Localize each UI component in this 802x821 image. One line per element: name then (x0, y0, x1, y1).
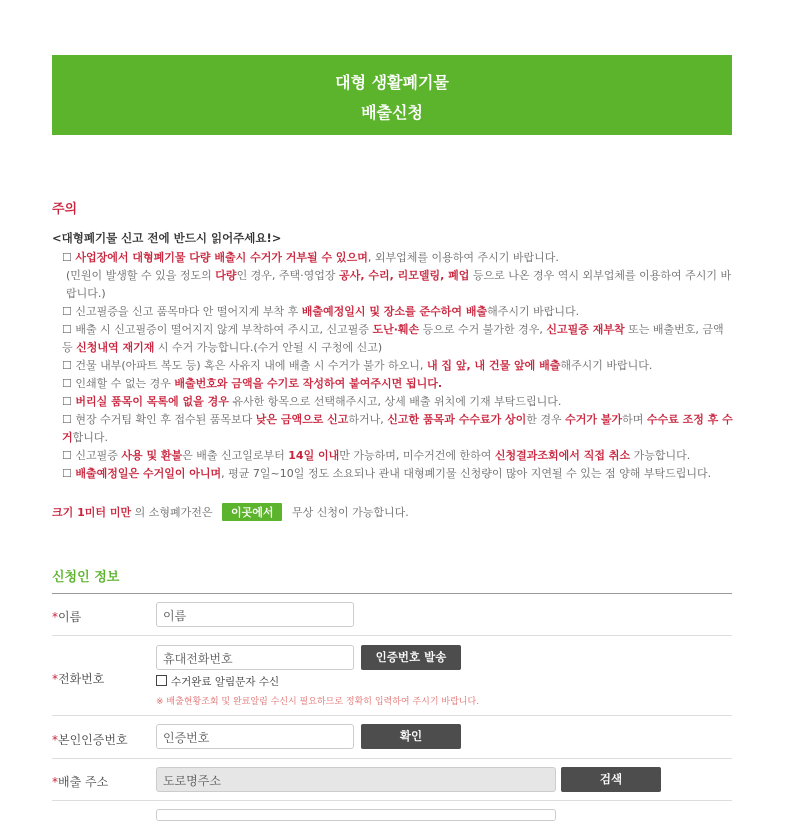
notice-item-text: 낮은 금액으로 신고 (255, 413, 349, 426)
notice-item-text: , 외부업체를 이용하여 주시기 바랍니다. (367, 251, 559, 264)
notice-item-text: 등으로 나온 경우 역시 외부업체를 이용하여 주시기 바랍니다.) (66, 269, 732, 300)
header-title-line1: 대형 생활폐기물 (335, 73, 449, 92)
confirm-button[interactable]: 확인 (361, 724, 461, 749)
notice-item-text: ☐ 신고필증 (62, 449, 122, 462)
notice-item (52, 321, 734, 357)
notice-item-text: 하며 (622, 413, 647, 426)
phone-hint: ※ 배출현황조회 및 완료알림 수신시 필요하므로 정확히 입력하여 주시기 바랍니다. (156, 697, 480, 707)
notice-item (52, 375, 734, 393)
notice-item-text: , 평균 7일~10일 정도 소요되나 관내 대형폐기물 신청량이 많아 지연될 수 있는 점 양해 부탁드립니다. (221, 467, 712, 480)
notice-item-text: 공사, 수리, 리모델링, 폐업 (339, 269, 470, 282)
header-title-line2: 배출신청 (361, 103, 423, 122)
name-input[interactable]: 이름 (156, 602, 354, 627)
address-input[interactable]: 도로명주소 (156, 767, 556, 792)
address-search-button[interactable]: 검색 (561, 767, 661, 792)
notice-item-text: 하거나, (348, 413, 388, 426)
notice-item (52, 249, 734, 267)
send-code-button[interactable]: 인증번호 발송 (361, 645, 461, 670)
notice-item (52, 411, 734, 447)
notice-item-text: 신고한 품목과 수수료가 상이 (387, 413, 527, 426)
small-appliance-line (52, 503, 409, 521)
notice-item-text: ☐ 배출 시 신고필증이 떨어지지 않게 부착하여 주시고, 신고필증 (62, 323, 373, 336)
notice-item-text: ☐ (62, 467, 76, 480)
sms-checkbox-label: 수거완료 알림문자 수신 (171, 676, 280, 688)
notice-item-text: ☐ 현장 수거팀 확인 후 접수된 품목보다 (62, 413, 256, 426)
notice-item (52, 303, 734, 321)
sms-checkbox-row[interactable] (156, 674, 279, 689)
name-label: *이름 (52, 610, 82, 624)
small-appliance-link-button[interactable]: 이곳에서 (222, 503, 283, 521)
sms-checkbox[interactable] (156, 675, 167, 686)
verify-label: *본인인증번호 (52, 733, 128, 747)
notice-item-text: 배출번호와 금액을 수기로 작성하여 붙여주시면 됩니다. (174, 377, 443, 390)
address-detail-input[interactable] (156, 809, 556, 821)
notice-item-text: 다량 (215, 269, 237, 282)
notice-list (52, 249, 734, 483)
notice-intro: <대형폐기물 신고 전에 반드시 읽어주세요!> (52, 231, 282, 245)
notice-item-text: 신청내역 재기재 (76, 341, 155, 354)
notice-item-text: 배출예정일은 수거일이 아니며 (75, 467, 222, 480)
applicant-section-title: 신청인 정보 (52, 570, 120, 585)
notice-item (52, 447, 734, 465)
notice-item-text: 배출예정일시 및 장소를 준수하여 배출 (301, 305, 488, 318)
notice-title: 주의 (52, 202, 78, 217)
row-divider (52, 635, 732, 636)
notice-item-text: 버리실 품목이 목록에 없을 경우 (75, 395, 229, 408)
notice-item-text: 사용 및 환불 (121, 449, 183, 462)
section-divider (52, 593, 732, 594)
notice-item-text: ☐ 인쇄할 수 없는 경우 (62, 377, 175, 390)
phone-label: *전화번호 (52, 672, 105, 686)
notice-item-text: 해주시기 바랍니다. (560, 359, 653, 372)
notice-item-text: 은 배출 신고일로부터 (182, 449, 289, 462)
notice-item-text: 신고필증 재부착 (546, 323, 625, 336)
notice-item-text: (민원이 발생할 수 있을 정도의 (66, 269, 216, 282)
address-label: *배출 주소 (52, 775, 109, 789)
notice-item-text: 도난·훼손 (372, 323, 420, 336)
small-appliance-text: 의 소형폐가전은 (134, 506, 213, 519)
notice-item (52, 393, 734, 411)
notice-item (52, 267, 734, 303)
notice-item-text: 또는 배출번호, 금액 등 (62, 323, 724, 354)
notice-item-text: ☐ (62, 395, 76, 408)
small-appliance-size: 크기 1미터 미만 (52, 506, 132, 519)
notice-item-text: 수거가 불가 (565, 413, 623, 426)
notice-item-text: 합니다. (72, 431, 109, 444)
verify-input[interactable]: 인증번호 (156, 724, 354, 749)
page-header-banner (52, 55, 732, 135)
notice-item-text: ☐ 신고필증을 신고 품목마다 안 떨어지게 부착 후 (62, 305, 302, 318)
notice-item-text: 시 수거 가능합니다.(수거 안될 시 구청에 신고) (154, 341, 383, 354)
phone-input[interactable]: 휴대전화번호 (156, 645, 354, 670)
notice-item-text: 가능합니다. (630, 449, 691, 462)
notice-item (52, 357, 734, 375)
notice-item-text: 내 집 앞, 내 건물 앞에 배출 (426, 359, 561, 372)
notice-item-text: 등으로 수거 불가한 경우, (419, 323, 547, 336)
row-divider (52, 715, 732, 716)
notice-item-text: 해주시기 바랍니다. (487, 305, 580, 318)
notice-item-text: 한 경우 (526, 413, 566, 426)
notice-item-text: ☐ 건물 내부(아파트 복도 등) 혹은 사유지 내에 배출 시 수거가 불가 하오니, (62, 359, 427, 372)
notice-item-text: 신청결과조회에서 직접 취소 (494, 449, 631, 462)
notice-item-text: 수수료 조정 후 수거 (62, 413, 733, 444)
notice-item-text: 14일 이내 (288, 449, 340, 462)
notice-item-text: 만 가능하며, 미수거건에 한하여 (339, 449, 495, 462)
small-appliance-suffix: 무상 신청이 가능합니다. (291, 506, 409, 519)
row-divider (52, 800, 732, 801)
row-divider (52, 758, 732, 759)
notice-item-text: 유사한 항목으로 선택해주시고, 상세 배출 위치에 기재 부탁드립니다. (228, 395, 562, 408)
notice-item-text: 인 경우, 주택·영업장 (236, 269, 340, 282)
notice-item-text: ☐ (62, 251, 76, 264)
notice-item (52, 465, 734, 483)
notice-item-text: 사업장에서 대형폐기물 다량 배출시 수거가 거부될 수 있으며 (75, 251, 368, 264)
